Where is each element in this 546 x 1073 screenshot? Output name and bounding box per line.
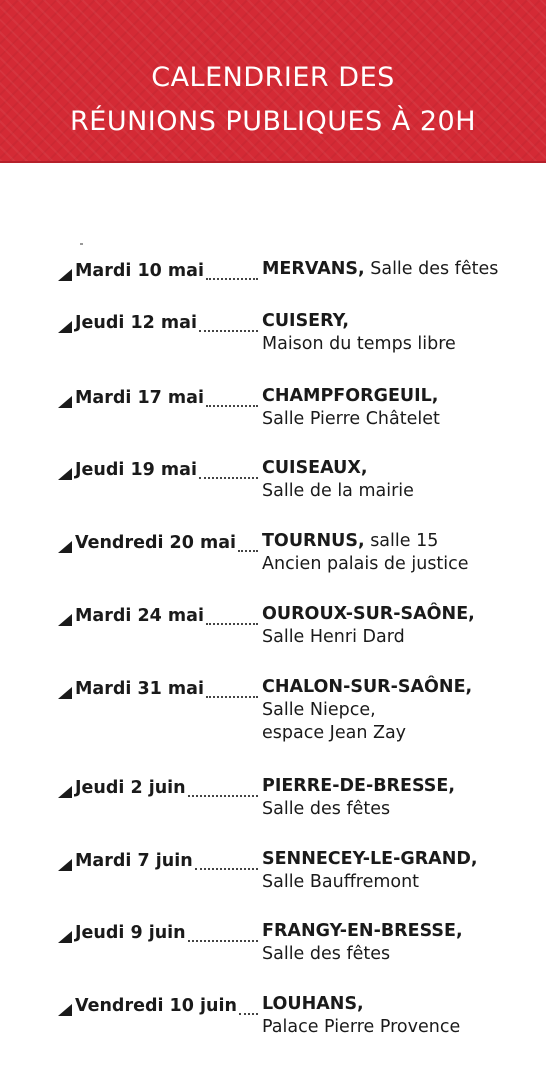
event-date: Jeudi 2 juin xyxy=(75,778,186,798)
event-date: Vendredi 10 juin xyxy=(75,996,237,1016)
dot-leader xyxy=(199,330,258,332)
dot-leader xyxy=(238,550,258,552)
event-item xyxy=(0,775,546,855)
event-city: TOURNUS, xyxy=(262,531,365,551)
triangle-bullet-icon xyxy=(58,396,72,408)
event-city: CHAMPFORGEUIL, xyxy=(262,386,439,406)
dot-leader xyxy=(199,477,258,479)
event-location xyxy=(262,457,542,503)
event-venue: Salle des fêtes xyxy=(262,799,391,819)
event-venue: Maison du temps libre xyxy=(262,334,456,354)
event-location xyxy=(262,385,542,431)
dot-leader xyxy=(206,405,258,407)
dot-leader xyxy=(206,696,258,698)
triangle-bullet-icon xyxy=(58,1004,72,1016)
print-speck xyxy=(80,243,83,245)
dot-leader xyxy=(195,868,258,870)
event-venue: Salle Pierre Châtelet xyxy=(262,409,440,429)
event-date: Vendredi 20 mai xyxy=(75,533,237,553)
triangle-bullet-icon xyxy=(58,614,72,626)
triangle-bullet-icon xyxy=(58,468,72,480)
triangle-bullet-icon xyxy=(58,786,72,798)
event-city: FRANGY-EN-BRESSE, xyxy=(262,921,463,941)
event-item xyxy=(0,385,546,465)
event-venue: Salle Bauffremont xyxy=(262,872,420,892)
event-venue: Salle des fêtes xyxy=(370,259,499,279)
event-venue: Ancien palais de justice xyxy=(262,554,469,574)
event-date: Jeudi 12 mai xyxy=(75,313,197,333)
event-location xyxy=(262,258,542,281)
dot-leader xyxy=(188,940,258,942)
event-item xyxy=(0,993,546,1073)
event-item xyxy=(0,920,546,1000)
triangle-bullet-icon xyxy=(58,541,72,553)
event-city: SENNECEY-LE-GRAND, xyxy=(262,849,478,869)
event-date: Mardi 17 mai xyxy=(75,388,204,408)
event-city: MERVANS, xyxy=(262,259,365,279)
event-item xyxy=(0,530,546,610)
event-city: PIERRE-DE-BRESSE, xyxy=(262,776,455,796)
event-venue: Salle de la mairie xyxy=(262,481,414,501)
event-venue: Salle Henri Dard xyxy=(262,627,405,647)
dot-leader xyxy=(206,623,258,625)
triangle-bullet-icon xyxy=(58,269,72,281)
event-item xyxy=(0,310,546,390)
event-location xyxy=(262,603,542,649)
header-banner xyxy=(0,0,546,163)
triangle-bullet-icon xyxy=(58,321,72,333)
event-city: OUROUX-SUR-SAÔNE, xyxy=(262,604,475,624)
event-location xyxy=(262,676,542,745)
event-venue: espace Jean Zay xyxy=(262,723,407,743)
triangle-bullet-icon xyxy=(58,859,72,871)
triangle-bullet-icon xyxy=(58,931,72,943)
event-location xyxy=(262,310,542,356)
event-location xyxy=(262,848,542,894)
dot-leader xyxy=(206,278,258,280)
event-date: Mardi 31 mai xyxy=(75,679,204,699)
event-date: Mardi 7 juin xyxy=(75,851,193,871)
title-line-1: CALENDRIER DES xyxy=(151,62,395,93)
dot-leader xyxy=(188,795,258,797)
event-location xyxy=(262,993,542,1039)
event-venue: Salle des fêtes xyxy=(262,944,391,964)
triangle-bullet-icon xyxy=(58,687,72,699)
event-date: Mardi 24 mai xyxy=(75,606,204,626)
title-line-2: RÉUNIONS PUBLIQUES À 20H xyxy=(70,106,476,137)
event-location xyxy=(262,920,542,966)
event-city: LOUHANS, xyxy=(262,994,364,1014)
event-venue: Palace Pierre Provence xyxy=(262,1017,461,1037)
event-venue: Salle Niepce, xyxy=(262,700,376,720)
event-item xyxy=(0,603,546,683)
event-venue: salle 15 xyxy=(370,531,439,551)
event-date: Jeudi 9 juin xyxy=(75,923,186,943)
event-date: Mardi 10 mai xyxy=(75,261,204,281)
event-location xyxy=(262,530,542,576)
event-location xyxy=(262,775,542,821)
event-city: CUISEAUX, xyxy=(262,458,368,478)
event-item xyxy=(0,457,546,537)
event-city: CUISERY, xyxy=(262,311,350,331)
dot-leader xyxy=(239,1013,258,1015)
event-city: CHALON-SUR-SAÔNE, xyxy=(262,677,473,697)
event-item xyxy=(0,848,546,928)
event-date: Jeudi 19 mai xyxy=(75,460,197,480)
event-item xyxy=(0,676,546,756)
